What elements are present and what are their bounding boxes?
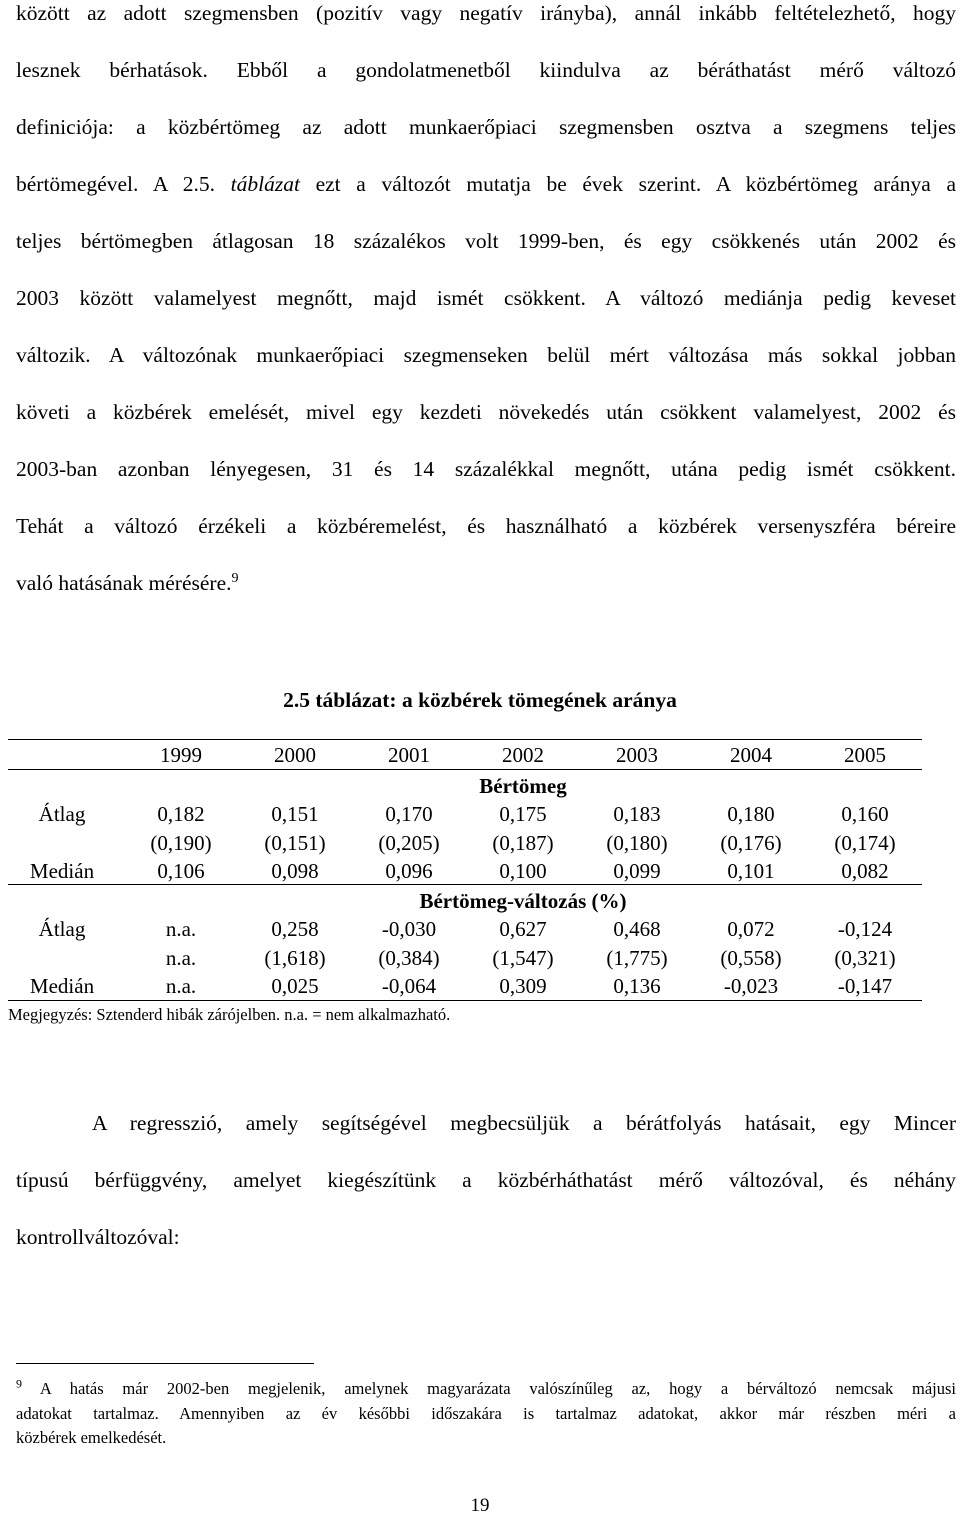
section-header: Bértömeg-változás (%) xyxy=(419,889,627,913)
table-note: Megjegyzés: Sztenderd hibák zárójelben. n.a. = nem alkalmazható. xyxy=(8,1005,451,1024)
table-cell: 0,100 xyxy=(499,859,547,883)
header-rule xyxy=(8,769,922,770)
table-cell: -0,023 xyxy=(723,974,779,998)
page-number: 19 xyxy=(470,1495,490,1516)
table-cell: 0,106 xyxy=(157,859,205,883)
table-cell: 0,182 xyxy=(157,802,205,826)
table-cell: 0,468 xyxy=(613,917,661,941)
table-cell: 0,258 xyxy=(271,917,319,941)
table-cell: (0,180) xyxy=(606,831,668,855)
table-reference: táblázat xyxy=(230,172,300,196)
footnote-line: adatokat tartalmaz. Amennyiben az év későbbi időszakára is tartalmaz adatokat, akkor már részben méri a xyxy=(16,1404,956,1423)
footnote-reference[interactable]: 9 xyxy=(231,570,239,586)
table-cell: (0,151) xyxy=(264,831,326,855)
table-cell: -0,147 xyxy=(837,974,893,998)
table-cell: (1,775) xyxy=(606,946,668,970)
row-label: Medián xyxy=(29,859,95,883)
year-header: 2001 xyxy=(388,743,430,767)
table-title: 2.5 táblázat: a közbérek tömegének aránya xyxy=(283,688,677,712)
body-line: definiciója: a közbértömeg az adott munkaerőpiaci szegmensben osztva a szegmens teljes xyxy=(16,115,956,139)
table-cell: 0,098 xyxy=(271,859,319,883)
footnote-line: $^9$ A hatás már 2002-ben megjelenik, amelynek magyarázata valószínűleg az, hogy a bérváltozó nemcsak májusi xyxy=(16,1376,957,1398)
table-top-rule xyxy=(8,739,922,740)
table-cell: -0,030 xyxy=(381,917,437,941)
table-cell: n.a. xyxy=(165,917,197,941)
table-cell: (1,618) xyxy=(264,946,326,970)
body-line: A regresszió, amely segítségével megbecsüljük a bérátfolyás hatásait, egy Mincer xyxy=(92,1111,956,1135)
table-cell: 0,025 xyxy=(271,974,319,998)
table-cell: 0,072 xyxy=(727,917,775,941)
table-cell: (1,547) xyxy=(492,946,554,970)
table-cell: 0,180 xyxy=(727,802,775,826)
table-cell: 0,170 xyxy=(385,802,433,826)
table-cell: (0,384) xyxy=(378,946,440,970)
table-bottom-rule xyxy=(8,1000,922,1001)
footnote-line: közbérek emelkedését. xyxy=(16,1428,167,1447)
body-line: kontrollváltozóval: xyxy=(16,1225,180,1249)
body-line: között az adott szegmensben (pozitív vagy negatív irányba), annál inkább feltételezhető, hogy xyxy=(16,1,956,25)
table-cell: 0,096 xyxy=(385,859,433,883)
section-header: Bértömeg xyxy=(479,774,567,798)
table-cell: 0,309 xyxy=(499,974,547,998)
table-cell: -0,064 xyxy=(381,974,437,998)
table-cell: 0,099 xyxy=(613,859,661,883)
table-cell: (0,190) xyxy=(150,831,212,855)
body-line: Tehát a változó érzékeli a közbéremelést, és használható a közbérek versenyszféra béreire xyxy=(16,514,956,538)
table-cell: (0,174) xyxy=(834,831,896,855)
row-label: Átlag xyxy=(38,802,86,826)
body-line: lesznek bérhatások. Ebből a gondolatmenetből kiindulva az béráthatást mérő változó xyxy=(16,58,956,82)
body-line: való hatásának mérésére.$^9$ xyxy=(16,570,239,595)
body-line: követi a közbérek emelését, mivel egy kezdeti növekedés után csökkent valamelyest, 2002 és xyxy=(16,400,956,424)
year-header: 2000 xyxy=(274,743,316,767)
body-line: 2003-ban azonban lényegesen, 31 és 14 százalékkal megnőtt, utána pedig ismét csökkent. xyxy=(16,457,956,481)
body-line: 2003 között valamelyest megnőtt, majd ismét csökkent. A változó mediánja pedig keveset xyxy=(16,286,956,310)
body-line: típusú bérfüggvény, amelyet kiegészítünk a közbérháthatást mérő változóval, és néhány xyxy=(16,1168,956,1192)
table-cell: 0,627 xyxy=(499,917,547,941)
table-cell: n.a. xyxy=(165,946,197,970)
section-rule xyxy=(8,884,922,885)
year-header: 1999 xyxy=(160,743,202,767)
body-line: változik. A változónak munkaerőpiaci szegmenseken belül mért változása más sokkal jobban xyxy=(16,343,956,367)
footnote-number: 9 xyxy=(16,1376,22,1391)
table-cell: n.a. xyxy=(165,974,197,998)
row-label: Átlag xyxy=(38,917,86,941)
table-cell: 0,101 xyxy=(727,859,775,883)
table-cell: (0,205) xyxy=(378,831,440,855)
body-line: teljes bértömegben átlagosan 18 százalékos volt 1999-ben, és egy csökkenés után 2002 és xyxy=(16,229,956,253)
year-header: 2004 xyxy=(730,743,772,767)
row-label: Medián xyxy=(29,974,95,998)
table-cell: (0,176) xyxy=(720,831,782,855)
table-cell: (0,321) xyxy=(834,946,896,970)
year-header: 2003 xyxy=(616,743,658,767)
table-cell: 0,160 xyxy=(841,802,889,826)
table-cell: 0,082 xyxy=(841,859,889,883)
body-line: bértömegével. A 2.5. táblázat ezt a változót mutatja be évek szerint. A közbértömeg aránya a xyxy=(16,172,956,196)
year-header: 2005 xyxy=(844,743,886,767)
table-cell: 0,175 xyxy=(499,802,547,826)
footnote-separator xyxy=(16,1363,314,1364)
year-header: 2002 xyxy=(502,743,544,767)
table-cell: (0,558) xyxy=(720,946,782,970)
table-cell: -0,124 xyxy=(837,917,893,941)
table-cell: (0,187) xyxy=(492,831,554,855)
table-cell: 0,183 xyxy=(613,802,661,826)
table-cell: 0,136 xyxy=(613,974,661,998)
table-cell: 0,151 xyxy=(271,802,319,826)
